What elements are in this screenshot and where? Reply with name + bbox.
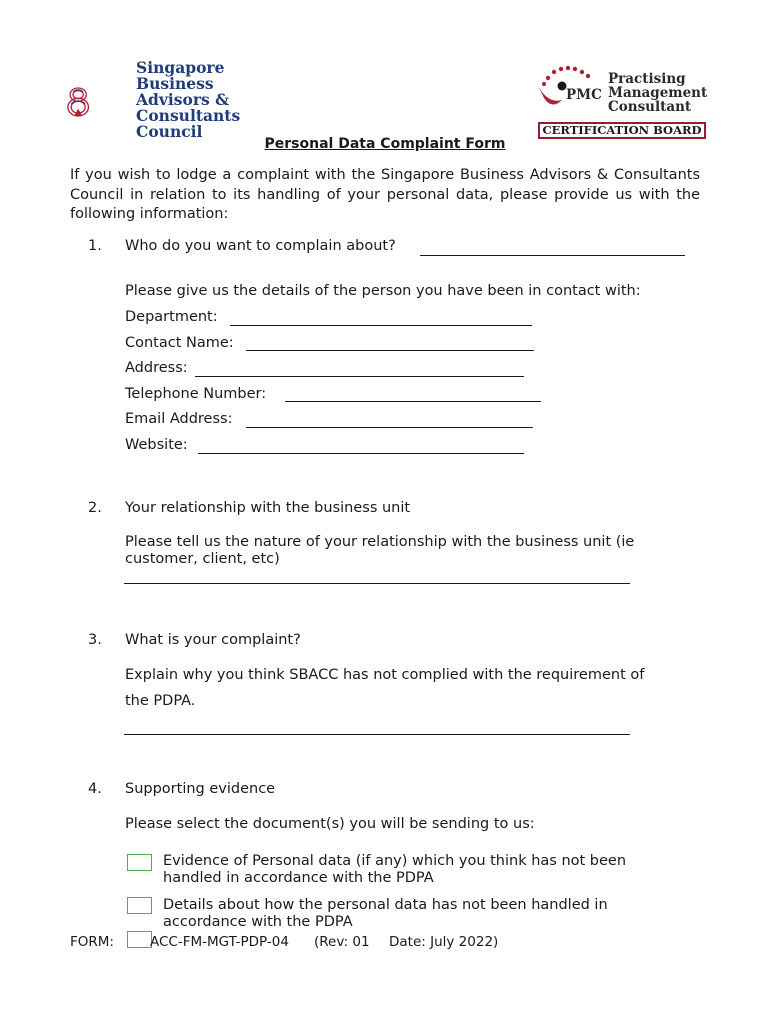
section-question: Who do you want to complain about? xyxy=(125,238,396,254)
evidence-checkbox[interactable] xyxy=(127,854,152,871)
section-subtext: Explain why you think SBACC has not complied with the requirement of xyxy=(125,667,645,683)
email-field[interactable] xyxy=(246,427,533,428)
complain-about-field[interactable] xyxy=(420,255,685,256)
pmc-line: Consultant xyxy=(608,99,692,115)
section-subtext: Please give us the details of the person you have been in contact with: xyxy=(125,283,641,299)
section-question: Supporting evidence xyxy=(125,781,276,797)
section-number: 1. xyxy=(88,238,102,254)
sbacc-logo xyxy=(66,60,136,144)
logo-line: Singapore xyxy=(136,58,225,77)
logo-line: Business xyxy=(136,74,214,93)
section-question: What is your complaint? xyxy=(125,632,301,648)
email-label: Email Address: xyxy=(125,411,233,427)
department-field[interactable] xyxy=(230,325,532,326)
address-label: Address: xyxy=(125,360,188,376)
footer-date: Date: July 2022) xyxy=(389,934,499,950)
section-subtext: Please select the document(s) you will be sending to us: xyxy=(125,816,535,832)
contact-name-label: Contact Name: xyxy=(125,335,234,351)
footer-form-code: ACC-FM-MGT-PDP-04 xyxy=(150,934,289,950)
footer-revision: (Rev: 01 xyxy=(314,934,370,950)
telephone-field[interactable] xyxy=(285,401,541,402)
third-checkbox[interactable] xyxy=(127,931,152,948)
section-subtext: Please tell us the nature of your relationship with the business unit (ie customer, client, etc) xyxy=(125,534,635,567)
logo-line: Council xyxy=(136,122,203,141)
certification-board-badge: CERTIFICATION BOARD xyxy=(538,122,706,139)
section-number: 2. xyxy=(88,500,102,516)
contact-name-field[interactable] xyxy=(246,350,534,351)
website-field[interactable] xyxy=(198,453,524,454)
page-title: Personal Data Complaint Form xyxy=(264,136,506,152)
pmc-logo-text xyxy=(608,72,707,114)
pmc-line: Management xyxy=(608,85,708,101)
section-subtext: the PDPA. xyxy=(125,693,196,709)
footer-form-label: FORM: xyxy=(70,934,114,950)
telephone-label: Telephone Number: xyxy=(125,386,267,402)
pmc-line: Practising xyxy=(608,71,686,87)
details-checkbox[interactable] xyxy=(127,897,152,914)
evidence-option-label: Evidence of Personal data (if any) which you think has not been handled in accordance with the PDPA xyxy=(163,853,627,886)
complaint-field[interactable] xyxy=(124,734,630,735)
logo-line: Consultants xyxy=(136,106,241,125)
section-number: 4. xyxy=(88,781,102,797)
section-question: Your relationship with the business unit xyxy=(125,500,411,516)
relationship-field[interactable] xyxy=(124,583,630,584)
sbacc-logo-text xyxy=(136,60,240,140)
section-number: 3. xyxy=(88,632,102,648)
pmc-mark-text: PMC xyxy=(566,87,602,103)
website-label: Website: xyxy=(125,437,188,453)
details-option-label: Details about how the personal data has not been handled in accordance with the PDPA xyxy=(163,897,608,930)
logo-line: Advisors & xyxy=(136,90,230,109)
department-label: Department: xyxy=(125,309,218,325)
address-field[interactable] xyxy=(195,376,524,377)
intro-paragraph: If you wish to lodge a complaint with the Singapore Business Advisors & Consultants Council in relation to its handling of your personal data, please provide us with the following information: xyxy=(70,167,700,222)
